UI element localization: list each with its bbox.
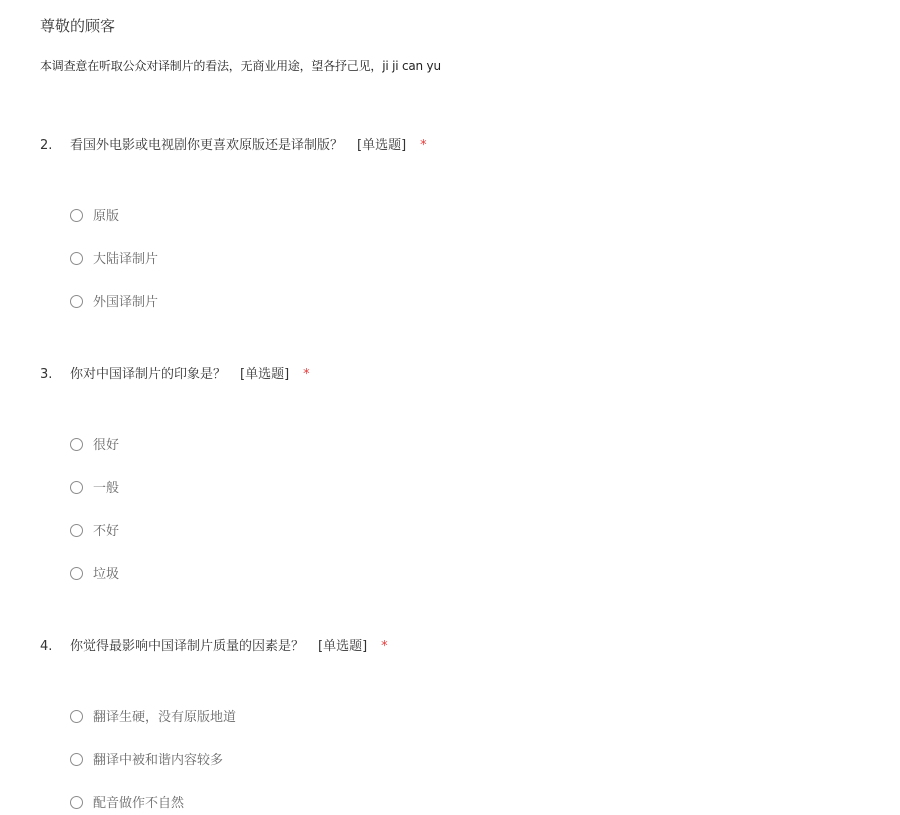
question-text-wrap [70,365,310,385]
option-label: 原版 [93,209,120,224]
option-label: 垃圾 [93,567,120,582]
question-number: 3. [40,367,53,382]
required-asterisk: * [381,639,388,654]
option-label: 翻译生硬，没有原版地道 [93,710,237,725]
question-type: [单选题] [318,639,368,654]
radio-button[interactable] [70,438,83,451]
question-number: 4. [40,639,53,654]
radio-button[interactable] [70,252,83,265]
radio-button[interactable] [70,753,83,766]
question-type: [单选题] [240,367,290,382]
option-label: 大陆译制片 [93,252,159,267]
question-text-wrap [70,637,388,657]
option-label: 一般 [93,481,120,496]
question-type: [单选题] [357,138,407,153]
option-label: 配音做作不自然 [93,796,185,811]
required-asterisk: * [420,138,427,153]
radio-button[interactable] [70,796,83,809]
radio-button[interactable] [70,524,83,537]
radio-button[interactable] [70,295,83,308]
radio-button[interactable] [70,567,83,580]
survey-description: 本调查意在听取公众对译制片的看法，无商业用途，望各抒己见，ji ji can yu [40,59,441,73]
survey-title: 尊敬的顾客 [40,17,116,35]
option-label: 外国译制片 [93,295,159,310]
option-label: 不好 [93,524,120,539]
question-text: 你觉得最影响中国译制片质量的因素是？ [70,639,305,654]
required-asterisk: * [303,367,310,382]
option-label: 很好 [93,438,120,453]
question-number: 2. [40,138,53,153]
question-text: 看国外电影或电视剧你更喜欢原版还是译制版？ [70,138,344,153]
option-label: 翻译中被和谐内容较多 [93,753,224,768]
radio-button[interactable] [70,710,83,723]
question-text-wrap [70,136,427,156]
radio-button[interactable] [70,481,83,494]
question-text: 你对中国译制片的印象是？ [70,367,227,382]
radio-button[interactable] [70,209,83,222]
